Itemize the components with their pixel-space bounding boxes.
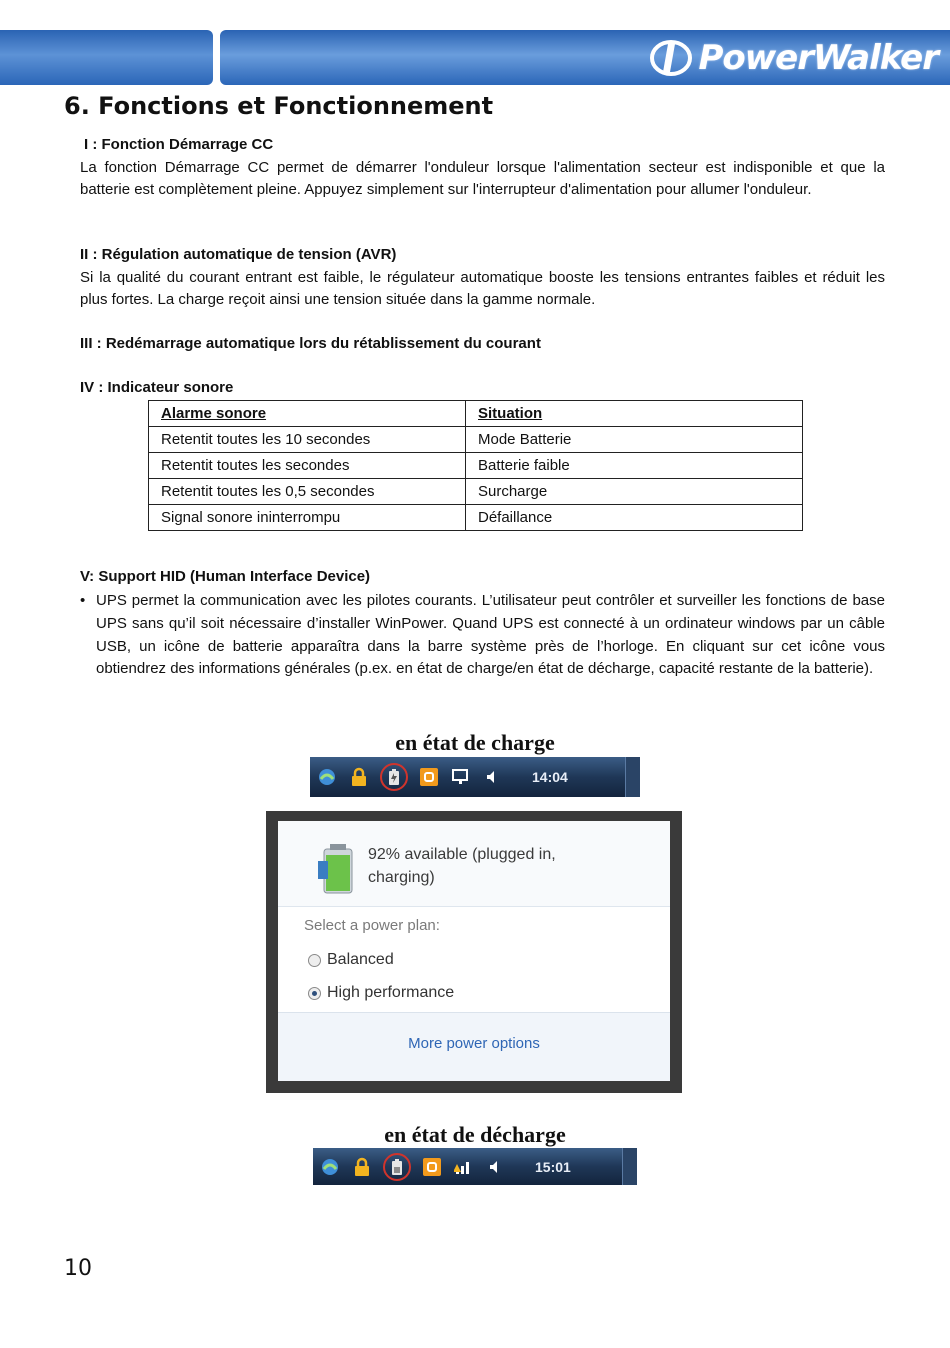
bullet-text: UPS permet la communication avec les pilotes courants. L’utilisateur peut contrôler et surveiller les fonctions de base UPS sans qu’il soit nécessaire d’installer WinPower. Quand UPS est connecté à un ordinateur windows par un câble USB, un icône de batterie apparaîtra dans la barre système près de l’horloge. En cliquant sur cet icône vous obtiendrez des informations générales (p.ex. en état de charge/en état de décharge, capacité restante de la batterie). [96,592,885,678]
battery-discharging-icon[interactable] [383,1153,411,1181]
powerwalker-logo-icon [648,38,694,78]
section-heading-5: V: Support HID (Human Interface Device) [80,568,371,585]
page-title: 6. Fonctions et Fonctionnement [64,92,494,120]
table-cell: Batterie faible [466,453,803,479]
radio-high-performance[interactable] [308,987,321,1000]
plan-option-balanced[interactable] [308,951,394,969]
table-cell: Retentit toutes les secondes [149,453,466,479]
table-cell: Mode Batterie [466,427,803,453]
table-row [149,453,803,479]
plan-option-label: High performance [327,984,455,1001]
taskbar-discharge [313,1148,637,1185]
header-banner-left [0,30,213,85]
table-cell: Défaillance [466,505,803,531]
battery-status-area [278,821,670,907]
monitor-icon[interactable] [450,766,472,788]
table-row [149,427,803,453]
battery-plugged-icon [316,841,360,895]
table-cell: Signal sonore ininterrompu [149,505,466,531]
volume-icon[interactable] [482,766,504,788]
battery-popup [266,811,682,1093]
app-tray-icon[interactable] [418,766,440,788]
clock-time[interactable]: 14:04 [532,769,568,785]
more-power-options-link[interactable]: More power options [408,1035,540,1052]
table-header-situation: Situation [466,401,803,427]
caption-discharge: en état de décharge [384,1122,566,1147]
taskbar-charge [310,757,640,797]
battery-charging-icon[interactable] [380,763,408,791]
lock-icon[interactable] [351,1156,373,1178]
plan-option-high-performance[interactable] [308,984,454,1002]
plan-option-label: Balanced [327,951,394,968]
bullet-dot-icon: • [80,592,86,609]
popup-footer [278,1012,670,1081]
caption-charge: en état de charge [395,730,555,755]
show-desktop-button[interactable] [622,1148,637,1185]
table-cell: Surcharge [466,479,803,505]
signal-warning-icon[interactable] [453,1156,475,1178]
brand-name: PowerWalker [698,38,938,78]
volume-icon[interactable] [485,1156,507,1178]
section-text-1: La fonction Démarrage CC permet de démarrer l'onduleur lorsque l'alimentation secteur est indisponible et que la batterie est complètement pleine. Appuyez simplement sur l'interrupteur d'alimentation pour allumer l'onduleur. [80,159,885,198]
power-plan-label: Select a power plan: [304,917,440,934]
brand-logo [648,34,938,82]
table-header-row [149,401,803,427]
battery-status-text [368,843,618,889]
section-heading-1: I : Fonction Démarrage CC [84,136,274,153]
table-row [149,505,803,531]
show-desktop-button[interactable] [625,757,640,797]
network-icon[interactable] [319,1156,341,1178]
battery-popup-panel [278,821,670,1081]
section-heading-3: III : Redémarrage automatique lors du rétablissement du courant [80,335,541,352]
table-cell: Retentit toutes les 10 secondes [149,427,466,453]
battery-status-line-2: charging) [368,869,435,886]
sound-alarm-table [148,400,803,531]
radio-balanced[interactable] [308,954,321,967]
list-item [80,590,885,681]
table-header-alarm: Alarme sonore [149,401,466,427]
page-number: 10 [64,1256,92,1281]
hid-bullet-list [80,590,885,681]
network-icon[interactable] [316,766,338,788]
section-heading-2: II : Régulation automatique de tension (AVR) [80,246,397,263]
lock-icon[interactable] [348,766,370,788]
section-text-2: Si la qualité du courant entrant est faible, le régulateur automatique booste les tensions entrantes faibles et réduit les plus fortes. La charge reçoit ainsi une tension située dans la gamme normale. [80,269,885,308]
battery-status-line-1: 92% available (plugged in, [368,846,556,863]
app-tray-icon[interactable] [421,1156,443,1178]
table-row [149,479,803,505]
clock-time[interactable]: 15:01 [535,1158,571,1175]
section-heading-4: IV : Indicateur sonore [80,379,234,396]
table-cell: Retentit toutes les 0,5 secondes [149,479,466,505]
